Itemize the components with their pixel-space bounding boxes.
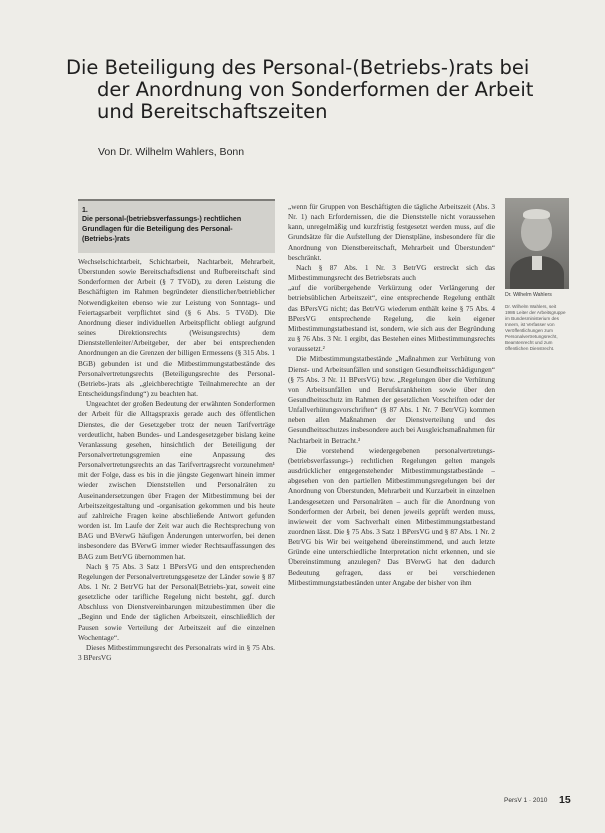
left-text-column <box>78 257 275 796</box>
paragraph: „wenn für Gruppen von Beschäftigten die tägliche Arbeitszeit (Abs. 3 Nr. 1) nach Erfordernissen, die die Dienststelle nicht voraussehen kann, unregelmäßig und kurzfristig festgesetzt werden muss, auf die Grundsätze für die Aufstellung der Dienstpläne, insbesondere für die Anordnung von Dienstbereitschaft, Mehrarbeit und Überstunden“ beschränkt. <box>288 202 495 262</box>
section-heading-box <box>78 199 275 253</box>
photo-hair <box>523 209 550 219</box>
photo-caption: Dr. Wilhelm Wahlers <box>505 292 552 298</box>
paragraph: Die Mitbestimmungstatbestände „Maßnahmen zur Verhütung von Dienst- und Arbeitsunfällen und sonstigen Gesundheitsschädigungen“ (§ 75 Abs. 3 Nr. 11 BPersVG) bzw. „Regelungen über die Verhütung von Arbeitsunfällen und Berufskrankheiten sowie über den Gesundheitsschutz im Rahmen der gesetzlichen Vorschriften oder der Unfallverhütungsvorschriften“ (§ 87 Abs. 1 Nr. 7 BetrVG) kommen neben allen Maßnahmen der Dienstverteilung und des Gesundheitsschutzes insbesondere auch bei Ausgleichsmaßnahmen für Nachtarbeit in Betracht.³ <box>288 354 495 445</box>
title-line-3: und Bereitschaftszeiten <box>97 100 328 123</box>
author-photo <box>505 198 569 289</box>
paragraph: Wechselschichtarbeit, Schichtarbeit, Nachtarbeit, Mehrarbeit, Überstunden sowie Bereitschaftsdienst und Rufbereitschaft sind Sonderformen der Arbeit (§ 7 TVöD), zu deren Leistung die Beschäftigten im Rahmen begründeter dienstlicher/betrieblicher Notwendigkeiten ebenso wie zur Leistung von Sonntags- und Feiertagsarbeit verpflichtet sind (§ 6 Abs. 5 TVöD). Die Anordnung dieser individuellen Arbeitspflicht obliegt aufgrund seines Direktionsrechts (Weisungsrechts) dem Dienststellenleiter/Arbeitgeber, der aber bei entsprechenden Anordnungen an die Grenzen der billigen Ermessens (§ 315 Abs. 1 BGB) gebunden ist und die Mitbestimmungstatbestände des Personalvertretungsrechts (Beteiligungsrechte des Personal-(Betriebs-)rats als „gleichberechtigte Teilnahmerechte an der Entscheidungsfindung“) zu beachten hat. <box>78 257 275 399</box>
page-number: 15 <box>559 794 571 806</box>
paragraph: „auf die vorübergehende Verkürzung oder Verlängerung der betriebsüblichen Arbeitszeit“, eine entsprechende Regelung enthält das BPersVG nicht; das BetrVG wiederum enthält keine § 75 Abs. 4 BPersVG entsprechende Regelung, die kein eigener Mitbestimmungstatbestand ist, sondern, wie sich aus der Begründung zu § 76 Abs. 3 Nr. 1 ergibt, das Bestehen eines Mitbestimmungsrechts voraussetzt.² <box>288 283 495 354</box>
paragraph: Ungeachtet der großen Bedeutung der erwähnten Sonderformen der Arbeit für die Alltagspraxis gerade auch des öffentlichen Dienstes, die der Gesetzgeber trotz der neuen Tarifverträge verdeutlicht, haben Bundes- und Landesgesetzgeber bislang keine Veranlassung gesehen, hinsichtlich der Beteiligung der Personalvertretungsgremien eine Anpassung des Personalvertretungsrechts an das Tarifvertragsrecht vorzunehmen¹ mit der Folge, dass es bis in die jüngste Gegenwart hinein immer wieder zwischen Dienststellen und Personalräten zu Auseinandersetzungen über Fragen der Mitbestimmung bei der Arbeitszeitgestaltung und -organisation gekommen und bis heute auf zahlreiche Fragen keine abschließende Antwort gefunden worden ist. Im Laufe der Zeit war auch die Rechtsprechung von BAG und BVerwG häufigen Änderungen unterworfen, bei denen insbesondere das BVerwG immer wieder Rechtsauffassungen des BAG zum BetrVG übernommen hat. <box>78 399 275 561</box>
section-number: 1. <box>82 207 88 214</box>
paragraph: Die vorstehend wiedergegebenen personalvertretungs- (betriebsverfassungs-) rechtlichen Regelungen gelten mangels ausdrücklicher entgegenstehender Mitbestimmungstatbestände – abgesehen von den partiellen Mitbestimmungsregelungen bei der Anordnung von Überstunden, Mehrarbeit und Kurzarbeit in einzelnen Landesgesetzen und Personalräten – auch für die Anordnung von Sonderformen der Arbeit, bei denen jeweils geprüft werden muss, inwieweit der vom Sachverhalt einen Mitbestimmungstatbestand zuordnen lässt. Die § 75 Abs. 3 Satz 1 BPersVG und § 87 Abs. 1 Nr. 2 BetrVG bis Wir bei weitgehend übereinstimmend, und auch letzte Gründe eine unterschiedliche Interpretation nicht erkennen, und sie Übereinstimmung anzulegen? Das BVerwG hat den dadurch Bedeutung gefragen, dass er bei verschiedenen Mitbestimmungstatbeständen unter Angabe der bisher von ihm <box>288 445 495 587</box>
author-byline: Von Dr. Wilhelm Wahlers, Bonn <box>98 146 245 158</box>
paragraph: Nach § 87 Abs. 1 Nr. 3 BetrVG erstreckt sich das Mitbestimmungsrecht des Betriebsrats auch <box>288 262 495 283</box>
paragraph: Dieses Mitbestimmungsrecht des Personalrats wird in § 75 Abs. 3 BPersVG <box>78 642 275 663</box>
title-line-2: der Anordnung von Sonderformen der Arbeit <box>97 78 534 101</box>
article-title <box>66 57 566 123</box>
photo-collar <box>532 256 542 270</box>
section-heading: Die personal-(betriebsverfassungs-) rechtlichen Grundlagen für die Beteiligung des Personal-(Betriebs-)rats <box>82 216 242 243</box>
author-bio: Dr. Wilhelm Wahlers, seit 1986 Leiter der Arbeitsgruppe im Bundesministerium des Innern, ist Verfasser von Veröffentlichungen zum Personalvertretungsrecht, Beamtenrecht und zum öffentlichen Dienstrecht. <box>505 304 566 351</box>
journal-footer: PersV 1 · 2010 <box>504 797 548 804</box>
title-line-1: Die Beteiligung des Personal-(Betriebs-)rats bei <box>66 56 530 79</box>
right-text-column <box>288 202 495 802</box>
paragraph: Nach § 75 Abs. 3 Satz 1 BPersVG und den entsprechenden Regelungen der Personalvertretungsgesetze der Länder sowie § 87 Abs. 1 Nr. 2 BetrVG hat der Personal(Betriebs-)rat, soweit eine gesetzliche oder tarifliche Regelung nicht besteht, ggf. durch Abschluss von Dienstvereinbarungen mitzubestimmen über die „Beginn und Ende der täglichen Arbeitszeit, einschließlich der Pausen sowie Verteilung der Arbeitszeit auf die einzelnen Wochentage“. <box>78 561 275 642</box>
